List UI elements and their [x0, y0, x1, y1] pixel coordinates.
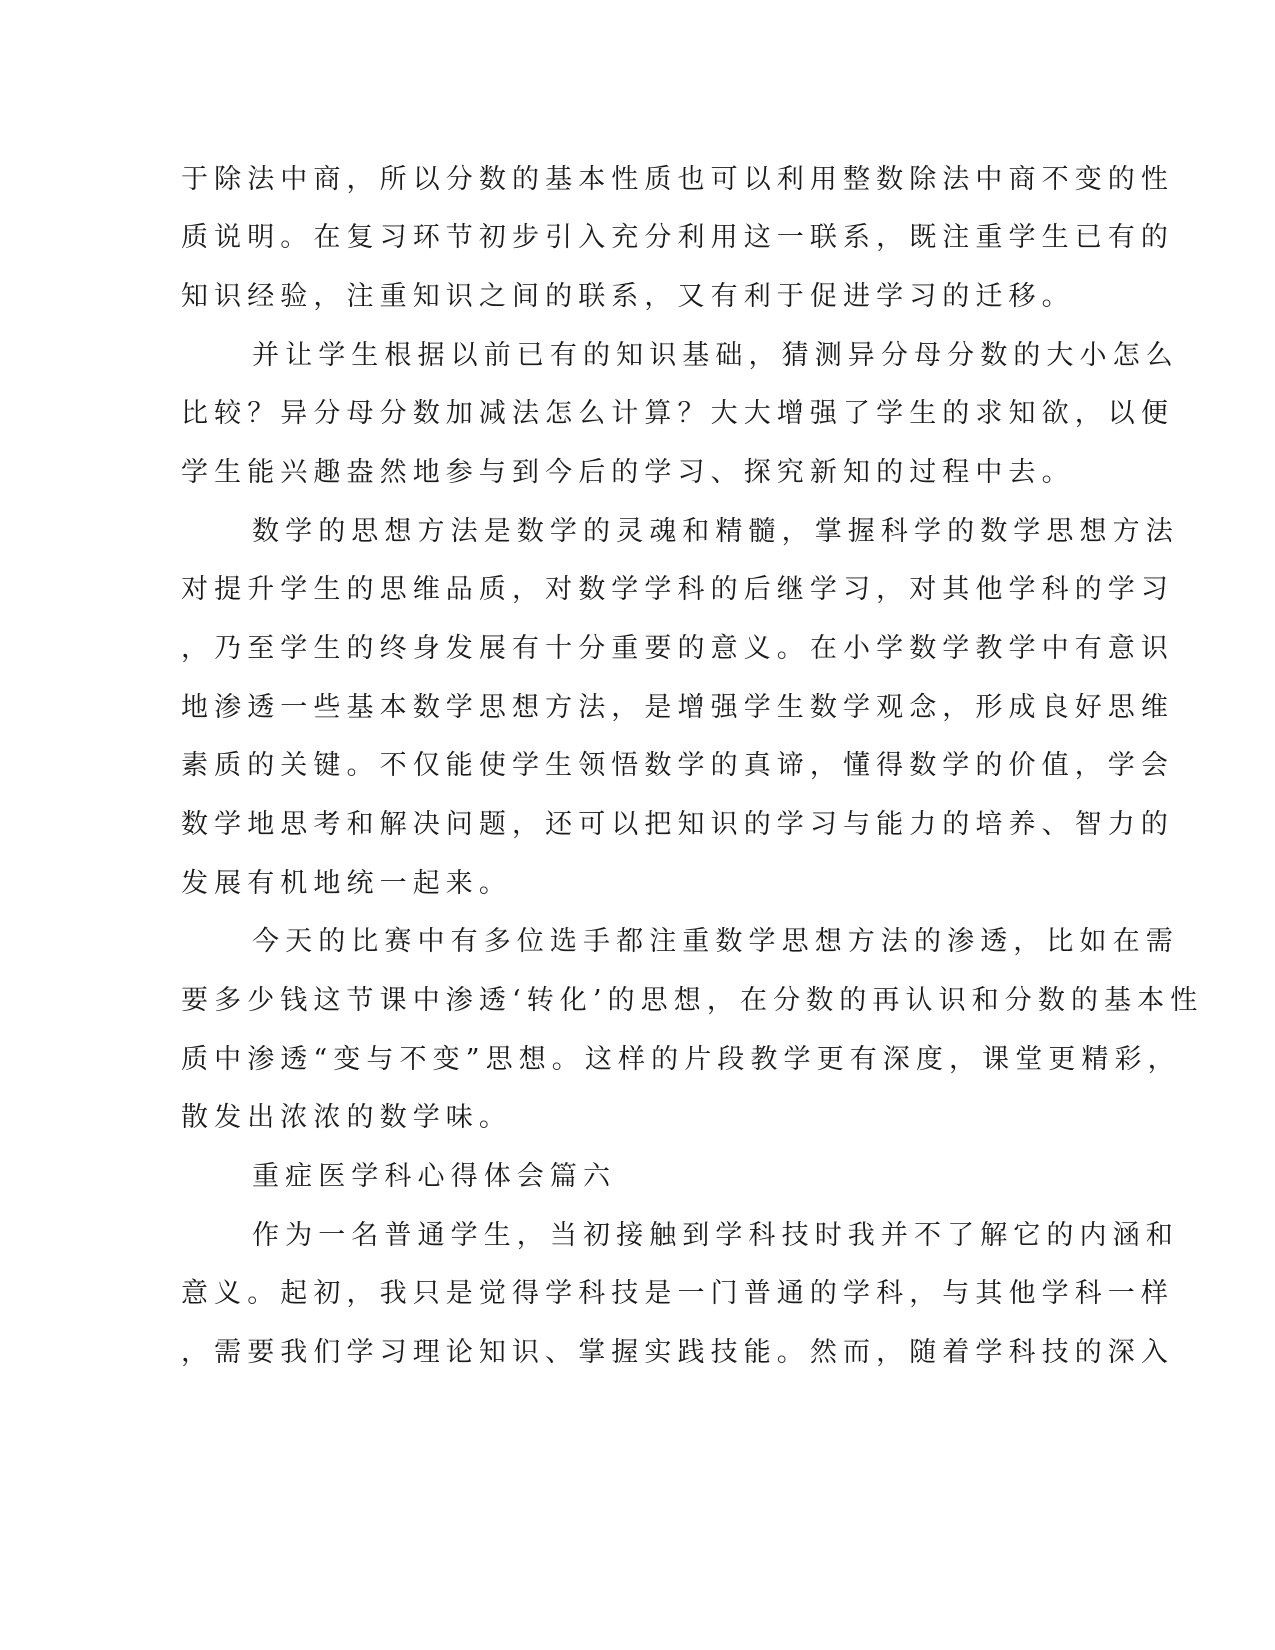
- text-line: 发展有机地统一起来。: [181, 868, 512, 899]
- text-line: 散发出浓浓的数学味。: [181, 1102, 512, 1133]
- text-line: 比较？异分母分数加减法怎么计算？大大增强了学生的求知欲，以便: [181, 398, 1174, 429]
- text-line: 并让学生根据以前已有的知识基础，猜测异分母分数的大小怎么: [252, 340, 1179, 371]
- text-line: 地渗透一些基本数学思想方法，是增强学生数学观念，形成良好思维: [181, 692, 1174, 723]
- text-line: 数学的思想方法是数学的灵魂和精髓，掌握科学的数学思想方法: [252, 516, 1179, 547]
- text-line: 质说明。在复习环节初步引入充分利用这一联系，既注重学生已有的: [181, 222, 1174, 253]
- text-line: 质中渗透“变与不变”思想。这样的片段教学更有深度，课堂更精彩，: [181, 1044, 1181, 1075]
- text-line: 要多少钱这节课中渗透‘转化’的思想，在分数的再认识和分数的基本性: [181, 985, 1204, 1016]
- text-line: 今天的比赛中有多位选手都注重数学思想方法的渗透，比如在需: [252, 926, 1179, 957]
- text-line: ，需要我们学习理论知识、掌握实践技能。然而，随着学科技的深入: [181, 1337, 1174, 1368]
- text-line: 对提升学生的思维品质，对数学学科的后继学习，对其他学科的学习: [181, 574, 1174, 605]
- text-line: 知识经验，注重知识之间的联系，又有利于促进学习的迁移。: [181, 281, 1075, 312]
- text-line: 数学地思考和解决问题，还可以把知识的学习与能力的培养、智力的: [181, 809, 1174, 840]
- text-line: 素质的关键。不仅能使学生领悟数学的真谛，懂得数学的价值，学会: [181, 750, 1174, 781]
- text-line: ，乃至学生的终身发展有十分重要的意义。在小学数学教学中有意识: [181, 633, 1174, 664]
- text-line: 意义。起初，我只是觉得学科技是一门普通的学科，与其他学科一样: [181, 1278, 1174, 1309]
- text-line: 学生能兴趣盎然地参与到今后的学习、探究新知的过程中去。: [181, 457, 1075, 488]
- text-line: 于除法中商，所以分数的基本性质也可以利用整数除法中商不变的性: [181, 164, 1174, 195]
- text-line: 作为一名普通学生，当初接触到学科技时我并不了解它的内涵和: [252, 1220, 1179, 1251]
- section-heading: 重症医学科心得体会篇六: [252, 1161, 617, 1192]
